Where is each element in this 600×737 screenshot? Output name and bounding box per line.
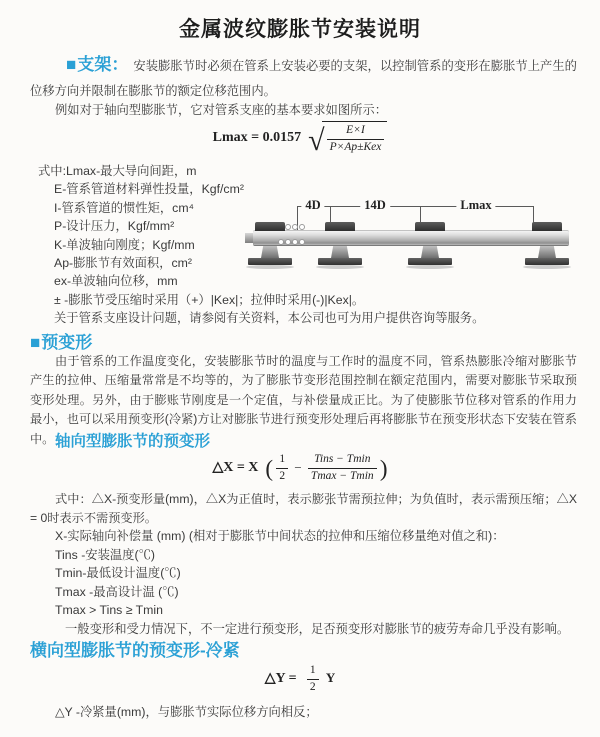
bracket-heading-label: 支架： (77, 55, 129, 74)
axial-subsection-heading: 轴向型膨胀节的预变形 (55, 433, 211, 450)
pipe-anchor-support (246, 222, 294, 270)
lateral-subsection-heading: 横向型膨胀节的预变形-冷紧 (30, 641, 240, 660)
section-square-icon: ■ (66, 55, 77, 74)
formula2-lhs: △X = X (212, 460, 259, 476)
bracket-intro-text: 安装膨胀节时必须在管系上安装必要的支架，以控制管系的变形在膨胀节上产生的位移方向并限制在膨胀节的额定位移范围内。 (30, 59, 577, 98)
lateral-coldtight-formula (0, 664, 600, 695)
definition-item: ± -膨胀节受压缩时采用（+）|Kex|；拉伸时采用(-)|Kex|。 (54, 292, 365, 307)
guide-spacing-formula (0, 121, 600, 155)
definition-item: 一般变形和受力情况下，不一定进行预变形，足否预变形对膨胀节的疲劳寿命几乎没有影响。 (65, 621, 570, 636)
definition-item: Tmin-最低设计温度(℃) (55, 566, 181, 580)
sqrt-expression (308, 121, 387, 155)
bracket-example-line: 例如对于轴向型膨胀节，它对管系支座的基本要求如图所示： (55, 103, 388, 117)
preform-heading-label: 预变形 (41, 333, 93, 352)
definition-item: Tins -安装温度(℃) (55, 547, 155, 562)
definition-item: I-管系管道的惯性矩，cm⁴ (54, 200, 194, 215)
dimension-label-4d: 4D (301, 198, 324, 213)
formula1-fraction: $\frac{E\times I}{\text{P×Ap±Kex}}$ (327, 124, 385, 155)
right-paren: ) (379, 455, 388, 481)
pipe-support-diagram (245, 192, 577, 288)
section-square-icon: ■ (30, 333, 41, 352)
definition-where-line: 式中:Lmax-最大导向间距，m (38, 164, 197, 178)
formula3-rhs: Y (325, 670, 336, 686)
one-half-fraction: $\frac{1}{2}$ (307, 664, 319, 695)
bracket-intro-paragraph (30, 52, 577, 104)
page-title: 金属波纹膨胀节安装说明 (179, 18, 421, 41)
preform-body-paragraph: 由于管系的工作温度变化，安装膨胀节时的温度与工作时的温度不同，管系热膨胀冷缩对膨胀节产生的拉伸、压缩量常常是不均等的，为了膨胀节变形范围控制在额定范围内，需要对膨胀节采取预变形处理。另外，由于膨账节刚度是一个定值，与补偿量成正比。为了使膨胀节位移对管系的作用力最小，也可以采用预变形(冷紧)方让对膨胀节进行预变形处理后再将膨胀节在预变形状态下安装在管系中。 (30, 354, 577, 446)
definition-item: E-管系管道材料弹性投量，Kgf/cm² (54, 182, 244, 197)
axial-preform-formula (0, 453, 600, 484)
dimension-line (297, 206, 533, 207)
preform-section-heading (30, 328, 92, 353)
definition-item: K-单波轴向刚度；Kgf/mm (54, 237, 195, 252)
definition-item: X-实际轴向补偿量 (mm) (相对于膨胀节中间状态的拉伸和压缩位移量绝对值之和)： (55, 529, 505, 543)
dimension-label-lmax: Lmax (456, 198, 495, 213)
pipe-guide-support (406, 222, 454, 270)
definition-item: ex-单波轴向位移，mm (54, 274, 178, 289)
formula3-lhs: △Y = (264, 671, 297, 687)
definition-item: Tmax > Tins ≥ Tmin (55, 603, 163, 617)
sqrt-radical-icon: √ (308, 123, 325, 157)
one-half-fraction: $\frac{1}{2}$ (276, 453, 288, 484)
pipe-guide-support (316, 222, 364, 270)
definition-item: Tmax -最高设计温 (℃) (55, 584, 179, 599)
temperature-fraction: $\frac{\text{Tins − Tmin}}{Tmax - Tmin}$ (308, 453, 377, 484)
left-paren: ( (265, 455, 274, 481)
lateral-note-line: △Y -冷紧量(mm)，与膨胀节实际位移方向相反； (55, 705, 318, 719)
bracket-section-heading (66, 55, 128, 74)
minus-operator: − (294, 460, 302, 476)
definition-item: 关于管系支座设计问题，请参阅有关资料，本公司也可为用户提供咨询等服务。 (54, 311, 485, 326)
formula1-lhs: Lmax = 0.0157 (212, 129, 302, 145)
pipe-guide-support (523, 222, 571, 270)
definition-item: P-设计压力，Kgf/mm² (54, 219, 175, 234)
dimension-label-14d: 14D (360, 198, 390, 213)
axial-definitions (55, 527, 569, 638)
axial-where-paragraph: 式中：△X-预变形量(mm)，△X为正值时，表示膨张节需预拉伸；为负值时，表示需预压缩；△X = 0时表示不需预变形。 (30, 492, 577, 525)
definition-item: Ap-膨胀节有效面积，cm² (54, 256, 192, 271)
